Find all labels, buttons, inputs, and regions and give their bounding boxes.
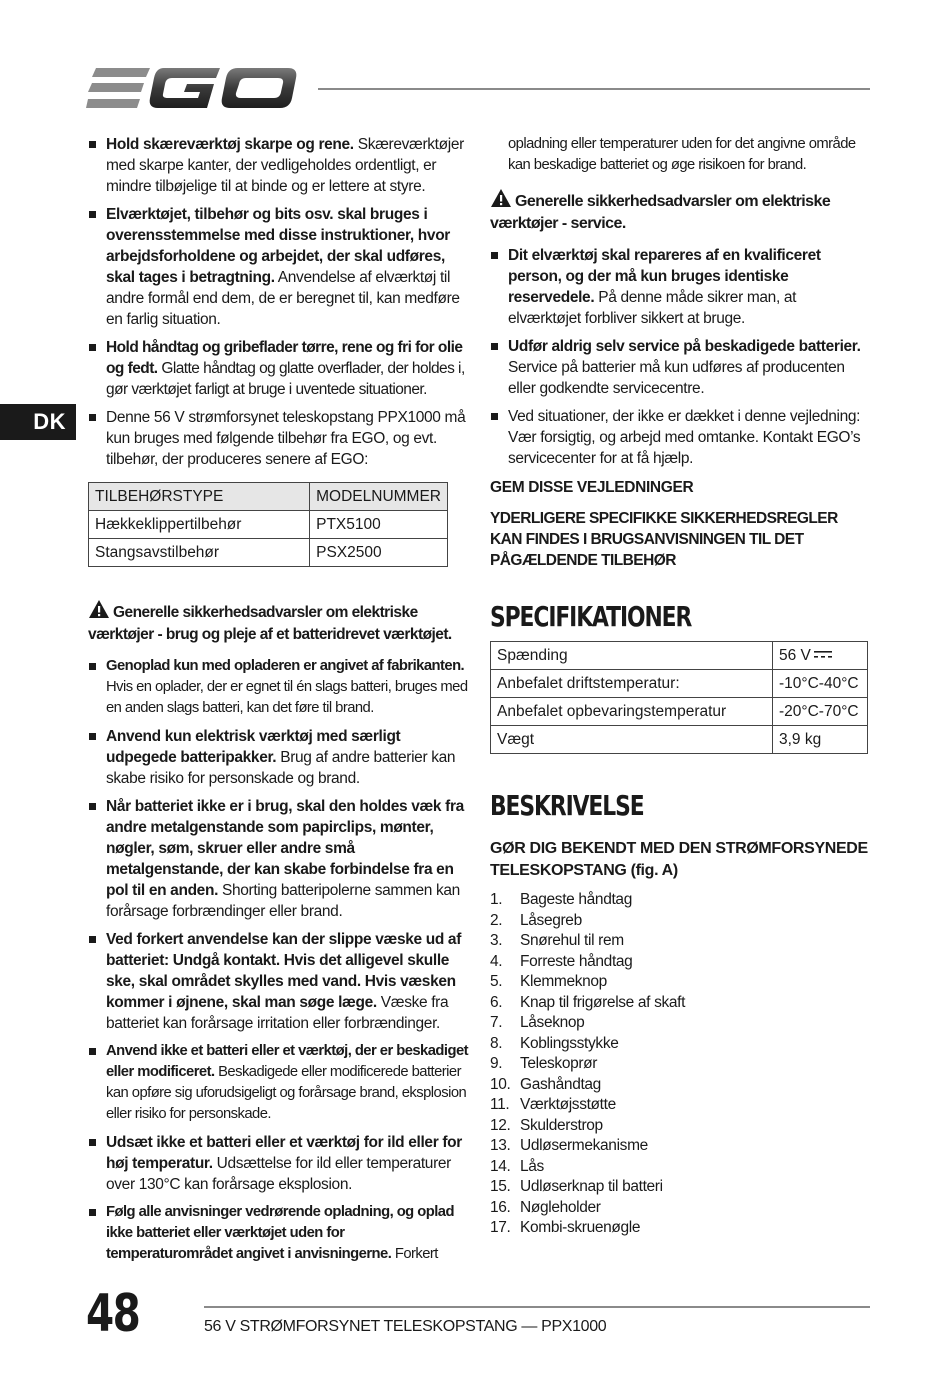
list-item [490, 890, 870, 911]
part-number: 5. [490, 973, 503, 990]
bullet-item [88, 726, 468, 789]
table-cell: Anbefalet driftstemperatur: [491, 670, 773, 698]
bullet-bold: Hold skæreværktøj skarpe og rene. [106, 136, 354, 153]
part-name: Skulderstrop [520, 1116, 603, 1134]
bullet-text: Forkert [391, 1246, 438, 1262]
ego-logo [86, 64, 298, 112]
table-cell: Anbefalet opbevaringstemperatur [491, 698, 773, 726]
bullet-item [88, 796, 468, 922]
bullet-text: Væske fra batteriet kan forårsage irritation eller forbrændinger. [106, 994, 449, 1032]
part-name: Låsegreb [520, 911, 582, 929]
bullet-bold: Elværktøjet, tilbehør og bits osv. skal bruges i overensstemmelse med disse instruktioner, hvor arbejdsforholdene og arbejdet, der skal udføres, skal tages i betragtning. [106, 206, 450, 286]
left-column [88, 134, 468, 1272]
bullet-bold: Dit elværktøj skal repareres af en kvalificeret person, og der må kun bruges identiske reservedele. [508, 247, 821, 306]
table-header: TILBEHØRSTYPE [89, 483, 310, 511]
part-number: 2. [490, 911, 503, 929]
accessory-table [88, 482, 448, 567]
part-number: 17. [490, 1219, 511, 1236]
continued-text: opladning eller temperaturer uden for det angivne område kan beskadige batteriet og øge risikoen for brand. [508, 136, 856, 173]
table-cell: Spænding [491, 642, 773, 670]
description-subtitle: GØR DIG BEKENDT MED DEN STRØMFORSYNEDE TELESKOPSTANG (fig. A) [490, 840, 868, 879]
part-number: 8. [490, 1034, 503, 1052]
part-name: Nøgleholder [520, 1198, 601, 1216]
bullet-item [88, 1132, 468, 1195]
bullet-bold: Ved forkert anvendelse kan der slippe væske ud af batteriet: Undgå kontakt. Hvis det alligevel skulle ske, skal området skylles med vand. Hvis væsken kommer i øjnene, skal man søge læge. [106, 931, 462, 1011]
list-item [490, 1095, 870, 1116]
right-column [490, 134, 870, 1239]
language-tab: DK [0, 404, 76, 440]
list-item [490, 1013, 870, 1034]
bullet-bold: Anvend ikke et batteri eller et værktøj, der er beskadiget eller modificeret. [106, 1043, 469, 1080]
list-item [490, 952, 870, 973]
safety-bullets-1 [88, 134, 468, 470]
warning-icon [490, 188, 512, 208]
service-bullets [490, 245, 870, 469]
part-number: 16. [490, 1198, 511, 1216]
bullet-item [88, 656, 468, 719]
part-number: 13. [490, 1137, 511, 1154]
table-cell: PTX5100 [310, 511, 448, 539]
part-number: 12. [490, 1116, 511, 1134]
table-cell: Hækkeklippertilbehør [89, 511, 310, 539]
bullet-text: Udsættelse for ild eller temperaturer over 130°C kan forårsage eksplosion. [106, 1155, 451, 1193]
part-name: Snørehul til rem [520, 932, 624, 949]
part-number: 9. [490, 1055, 503, 1072]
bullet-item [88, 204, 468, 330]
list-item [490, 1054, 870, 1075]
part-name: Teleskoprør [520, 1055, 598, 1072]
bullet-item [88, 337, 468, 400]
list-item [490, 1157, 870, 1178]
list-item [490, 931, 870, 952]
part-number: 14. [490, 1157, 511, 1175]
spec-title: SPECIFIKATIONER [490, 600, 692, 633]
bullet-item [88, 1041, 468, 1125]
part-name: Klemmeknop [520, 973, 607, 990]
battery-safety-bullets [88, 656, 468, 1265]
bullet-text: Ved situationer, der ikke er dækket i denne vejledning: Vær forsigtig, og arbejd med omtanke. Kontakt EGO’s servicecenter for at få hjælp. [508, 408, 861, 467]
bullet-bold: Følg alle anvisninger vedrørende opladning, og oplad ikke batteriet eller værktøjet uden for temperaturområdet angivet i anvisningerne. [106, 1204, 454, 1262]
bullet-bold: Anvend kun elektrisk værktøj med særligt udpegede batteripakker. [106, 728, 401, 766]
part-name: Koblingsstykke [520, 1034, 619, 1052]
bullet-text: Skæreværktøjer med skarpe kanter, der vedligeholdes ordentligt, er mindre tilbøjelige til at binde og er lettere at styre. [106, 136, 464, 195]
table-cell: 3,9 kg [773, 726, 868, 754]
bullet-text: Glatte håndtag og glatte overflader, der holdes i, gør værktøjet farligt at bruge i uventede situationer. [106, 360, 465, 398]
footer-rule [204, 1306, 870, 1308]
bullet-bold: Når batteriet ikke er i brug, skal den holdes væk fra andre metalgenstande som papirclips, mønter, nøgler, søm, skruer eller andre små metalgenstande, der kan skabe forbindelse fra en pol til en anden. [106, 798, 464, 899]
bullet-bold: Udsæt ikke et batteri eller et værktøj for ild eller for høj temperatur. [106, 1134, 462, 1172]
bullet-text: Brug af andre batterier kan skabe risiko for personskade og brand. [106, 749, 456, 787]
bullet-text: Beskadigede eller modificerede batterier kan opføre sig uforudsigeligt og forårsage brand, eksplosion eller risiko for personskade. [106, 1064, 467, 1122]
bullet-item [88, 929, 468, 1034]
part-name: Værktøjsstøtte [520, 1096, 616, 1113]
bullet-item [88, 407, 468, 470]
table-cell: PSX2500 [310, 539, 448, 567]
table-cell: -20°C-70°C [773, 698, 868, 726]
table-row [491, 698, 868, 726]
part-name: Gashåndtag [520, 1075, 601, 1093]
dc-symbol-icon [814, 651, 832, 659]
list-item [490, 1116, 870, 1137]
footer-title: 56 V STRØMFORSYNET TELESKOPSTANG — PPX1000 [204, 1318, 607, 1335]
part-number: 7. [490, 1014, 503, 1031]
table-row [89, 511, 448, 539]
part-name: Udløserknap til batteri [520, 1178, 663, 1195]
part-name: Låseknop [520, 1014, 585, 1031]
part-name: Udløsermekanisme [520, 1137, 648, 1154]
part-number: 1. [490, 891, 503, 908]
parts-list [490, 890, 870, 1239]
part-number: 6. [490, 993, 503, 1011]
part-number: 3. [490, 932, 503, 949]
table-cell [773, 642, 868, 670]
bullet-bold: Udfør aldrig selv service på beskadigede batterier. [508, 338, 861, 355]
header-rule [318, 88, 870, 90]
additional-rules: YDERLIGERE SPECIFIKKE SIKKERHEDSREGLER KAN FINDES I BRUGSANVISNINGEN TIL DET PÅGÆLDENDE TILBEHØR [490, 510, 838, 569]
part-number: 11. [490, 1096, 510, 1113]
list-item [490, 1198, 870, 1219]
service-warning-heading [490, 188, 870, 235]
voltage-value: 56 V [779, 647, 811, 664]
bullet-item [490, 336, 870, 399]
bullet-bold: Genoplad kun med opladeren er angivet af fabrikanten. [106, 658, 465, 674]
part-number: 4. [490, 952, 503, 970]
list-item [490, 993, 870, 1014]
part-number: 15. [490, 1178, 511, 1195]
list-item [490, 1034, 870, 1055]
warning-heading-text: Generelle sikkerhedsadvarsler om elektriske værktøjer - service. [490, 193, 831, 232]
list-item [490, 1177, 870, 1198]
page-number: 48 [86, 1284, 140, 1344]
table-cell: Stangsavstilbehør [89, 539, 310, 567]
list-item [490, 1075, 870, 1096]
bullet-item [490, 245, 870, 329]
bullet-bold: Hold håndtag og gribeflader tørre, rene og fri for olie og fedt. [106, 339, 463, 377]
bullet-text: Denne 56 V strømforsynet teleskopstang PPX1000 må kun bruges med følgende tilbehør fra EGO, og evt. tilbehør, der produceres senere af EGO: [106, 409, 466, 468]
list-item [490, 1136, 870, 1157]
list-item [490, 972, 870, 993]
battery-warning-heading [88, 599, 468, 646]
description-title: BESKRIVELSE [490, 789, 644, 822]
part-name: Forreste håndtag [520, 952, 633, 970]
bullet-text: Service på batterier må kun udføres af producenten eller godkendte servicecentre. [508, 359, 845, 397]
bullet-text: Hvis en oplader, der er egnet til én slags batteri, bruges med en anden slags batteri, kan det føre til brand. [106, 679, 468, 716]
bullet-item [490, 406, 870, 469]
table-row [491, 670, 868, 698]
table-row [89, 539, 448, 567]
table-row [491, 726, 868, 754]
part-name: Bageste håndtag [520, 891, 632, 908]
list-item [490, 911, 870, 932]
bullet-item [88, 134, 468, 197]
table-cell: -10°C-40°C [773, 670, 868, 698]
spec-table [490, 641, 868, 754]
table-header: MODELNUMMER [310, 483, 448, 511]
save-instructions: GEM DISSE VEJLEDNINGER [490, 479, 694, 496]
table-cell: Vægt [491, 726, 773, 754]
bullet-text: Shorting batteripolerne sammen kan forårsage forbrændinger eller brand. [106, 882, 460, 920]
bullet-item [88, 1202, 468, 1265]
part-name: Knap til frigørelse af skaft [520, 993, 686, 1011]
table-row [491, 642, 868, 670]
warning-icon [88, 599, 110, 619]
part-name: Lås [520, 1157, 544, 1175]
bullet-text: På denne måde sikrer man, at elværktøjet forbliver sikkert at bruge. [508, 289, 797, 327]
list-item [490, 1218, 870, 1239]
part-number: 10. [490, 1075, 511, 1093]
table-header-row [89, 483, 448, 511]
warning-heading-text: Generelle sikkerhedsadvarsler om elektriske værktøjer - brug og pleje af et batteridrevet værktøjet. [88, 604, 452, 643]
part-name: Kombi-skruenøgle [520, 1219, 641, 1236]
bullet-text: Anvendelse af elværktøj til andre formål end dem, de er beregnet til, kan medføre en farlig situation. [106, 269, 460, 328]
